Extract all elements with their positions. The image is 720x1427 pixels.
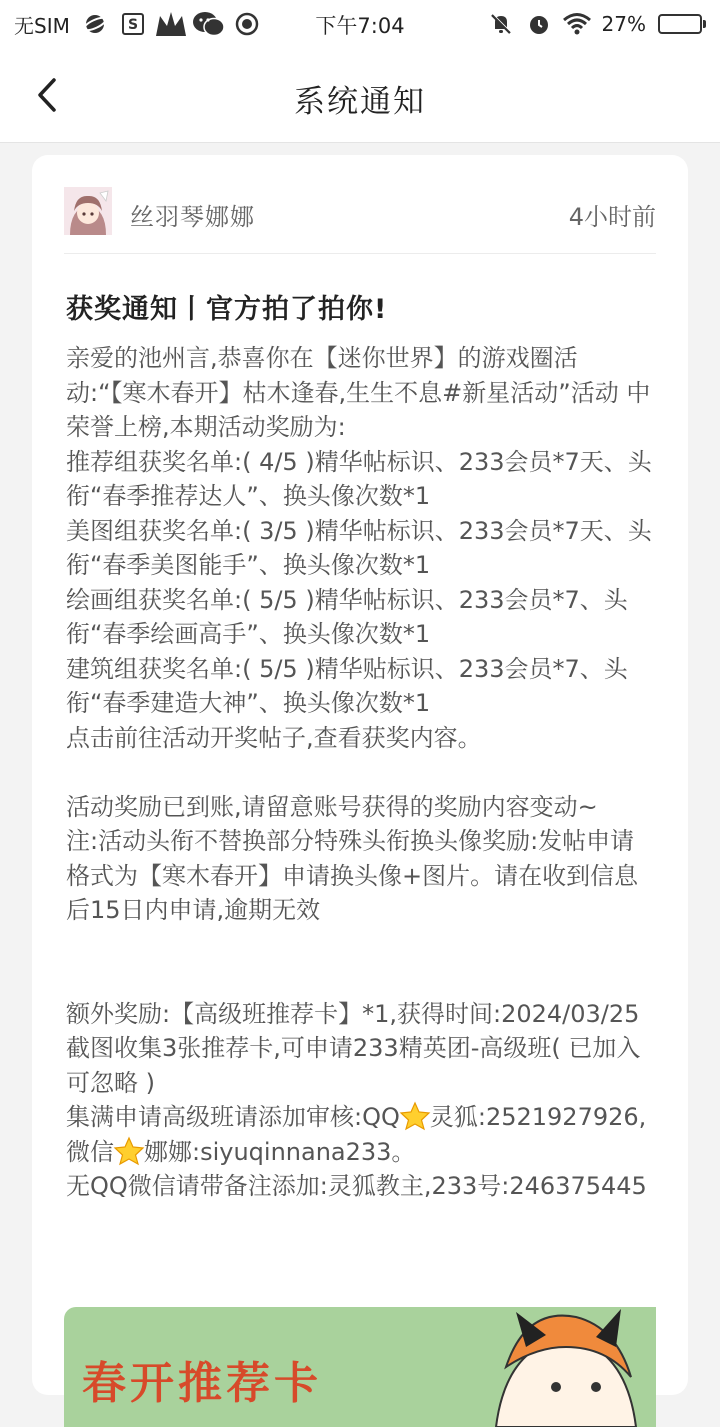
avatar[interactable] bbox=[64, 187, 112, 235]
star-icon bbox=[114, 1137, 144, 1165]
character-illustration bbox=[456, 1307, 656, 1427]
body-paragraph: 亲爱的池州言,恭喜你在【迷你世界】的游戏圈活动:“【寒木春开】枯木逢春,生生不息#新星活动”活动 中荣誉上榜,本期活动奖励为: bbox=[66, 344, 651, 441]
message-title: 获奖通知丨官方拍了拍你! bbox=[66, 294, 388, 325]
blank-line bbox=[66, 755, 658, 790]
body-paragraph: 活动奖励已到账,请留意账号获得的奖励内容变动~ bbox=[66, 792, 598, 821]
nav-bar bbox=[0, 48, 720, 143]
promo-banner-image[interactable] bbox=[64, 1307, 656, 1427]
wifi-icon bbox=[564, 11, 590, 37]
battery-icon bbox=[658, 14, 706, 34]
page-title: 系统通知 bbox=[294, 84, 426, 120]
body-paragraph: 额外奖励:【高级班推荐卡】*1,获得时间:2024/03/25 bbox=[66, 999, 640, 1028]
clock: 下午7:04 bbox=[315, 14, 405, 38]
message-body bbox=[66, 341, 658, 1204]
card-header bbox=[64, 185, 656, 239]
mute-icon bbox=[488, 11, 514, 37]
carrier-label: 无SIM bbox=[14, 13, 70, 38]
contact-mid: 灵狐:2521927926,微信 bbox=[66, 1103, 647, 1166]
svg-text:S: S bbox=[127, 17, 138, 33]
contact-line: 无QQ微信请带备注添加:灵狐教主,233号:246375445 bbox=[66, 1172, 647, 1200]
contact-line bbox=[66, 1100, 658, 1169]
notification-card bbox=[32, 155, 688, 1409]
battery-percent: 27% bbox=[601, 12, 646, 36]
status-bar bbox=[0, 0, 720, 48]
contact-suffix: 娜娜:siyuqinnana233。 bbox=[144, 1137, 416, 1166]
body-paragraph: 美图组获奖名单:( 3/5 )精华帖标识、233会员*7天、头衔“春季美图能手”、换头像次数*1 bbox=[66, 516, 652, 579]
sender-name[interactable]: 丝羽琴娜娜 bbox=[130, 203, 255, 231]
body-paragraph: 绘画组获奖名单:( 5/5 )精华帖标识、233会员*7、头衔“春季绘画高手”、换头像次数*1 bbox=[66, 585, 628, 648]
status-right bbox=[488, 8, 706, 40]
body-paragraph[interactable]: 点击前往活动开奖帖子,查看获奖内容。 bbox=[66, 723, 482, 752]
timestamp: 4小时前 bbox=[568, 203, 656, 231]
divider bbox=[64, 253, 656, 254]
star-icon bbox=[400, 1102, 430, 1130]
body-paragraph: 建筑组获奖名单:( 5/5 )精华贴标识、233会员*7、头衔“春季建造大神”、换头像次数*1 bbox=[66, 654, 628, 717]
blank-line bbox=[66, 928, 658, 963]
blank-line bbox=[66, 962, 658, 997]
banner-text: 春开推荐卡 bbox=[82, 1358, 322, 1409]
body-paragraph: 推荐组获奖名单:( 4/5 )精华帖标识、233会员*7天、头衔“春季推荐达人”、换头像次数*1 bbox=[66, 447, 652, 510]
alarm-icon bbox=[526, 11, 552, 37]
body-paragraph: 注:活动头衔不替换部分特殊头衔换头像奖励:发帖申请格式为【寒木春开】申请换头像+图片。请在收到信息后15日内申请,逾期无效 bbox=[66, 827, 639, 924]
body-paragraph: 截图收集3张推荐卡,可申请233精英团-高级班( 已加入可忽略 ) bbox=[66, 1034, 641, 1097]
contact-prefix: 集满申请高级班请添加审核:QQ bbox=[66, 1103, 400, 1131]
